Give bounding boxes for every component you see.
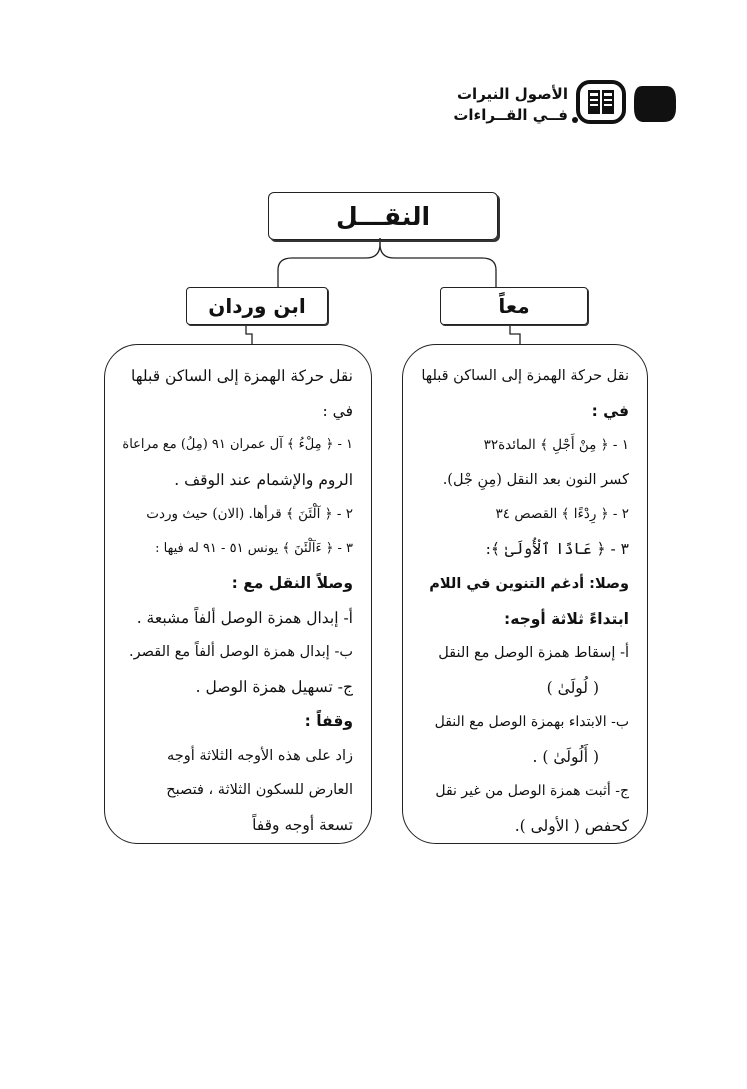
- ibn-wardan-panel: [104, 344, 372, 844]
- right-line-11: ب- الابتداء بهمزة الوصل مع النقل: [434, 714, 629, 730]
- ibn-wardan-box: [186, 287, 328, 325]
- logo-blob-icon: [630, 82, 678, 126]
- left-line-3: ١ - ﴿ مِلْءُ ﴾ آل عمران ٩١ (مِلُ) مع مراعاة: [122, 437, 353, 452]
- left-line-14: تسعة أوجه وقفاً: [252, 815, 353, 834]
- left-line-4: الروم والإشمام عند الوقف .: [174, 470, 353, 489]
- right-in-heading: في :: [591, 401, 629, 420]
- ibn-wardan-label: ابن وردان: [208, 294, 306, 318]
- left-line-1: نقل حركة الهمزة إلى الساكن قبلها: [131, 367, 353, 385]
- left-line-9: ب- إبدال همزة الوصل ألفاً مع القصر.: [129, 644, 353, 660]
- left-continuing-heading: وصلاً النقل مع :: [231, 574, 353, 592]
- right-line-1: نقل حركة الهمزة إلى الساكن قبلها: [421, 368, 629, 384]
- together-box: [440, 287, 588, 325]
- book-series-title: [448, 84, 568, 126]
- series-title-line-2: فــي القــراءات: [453, 106, 568, 124]
- right-line-3: ١ - ﴿ مِنْ أَجْلِ ﴾ المائدة٣٢: [483, 437, 629, 453]
- left-line-10: ج- تسهيل همزة الوصل .: [195, 677, 353, 696]
- together-label: معاً: [498, 294, 530, 318]
- left-line-11: [119, 704, 353, 739]
- right-line-12: ( أَلُولَىٰ ) .: [532, 747, 599, 766]
- left-pause-heading: وقفاً :: [304, 712, 353, 730]
- main-title-box: [268, 192, 498, 240]
- right-line-10: ( لُولَىٰ ): [546, 678, 599, 697]
- main-title: النقـــل: [335, 201, 431, 231]
- series-title-line-1: الأصول النيرات: [456, 85, 568, 103]
- right-line-9: أ- إسقاط همزة الوصل مع النقل: [438, 645, 629, 661]
- right-line-7: [417, 566, 629, 602]
- book-icon: [572, 78, 628, 126]
- left-line-8: أ- إبدال همزة الوصل ألفاً مشبعة .: [136, 608, 353, 627]
- right-line-4: كسر النون بعد النقل (مِنِ جْل).: [442, 471, 629, 488]
- right-line-2: [417, 394, 629, 429]
- left-line-5: ٢ - ﴿ آلْئَنَ ﴾ قرأها. (الان) حيث وردت: [146, 506, 353, 522]
- left-line-13: العارض للسكون الثلاثة ، فتصبح: [166, 782, 353, 798]
- right-line-14: كحفص ( الأولى ).: [514, 816, 629, 835]
- right-line-13: ج- أثبت همزة الوصل من غير نقل: [435, 783, 629, 799]
- right-line-5: ٢ - ﴿ رِدْءًا ﴾ القصص ٣٤: [495, 506, 629, 522]
- left-line-12: زاد على هذه الأوجه الثلاثة أوجه: [166, 747, 353, 764]
- right-line-8: [417, 602, 629, 637]
- right-line-6: ٣ - ﴿ عَادًا ٱلْأُولَىٰ ﴾:: [485, 539, 629, 558]
- left-line-6: ٣ - ﴿ ءَآلْئَنَ ﴾ يونس ٥١ - ٩١ له فيها :: [155, 540, 353, 556]
- left-line-2: في :: [322, 401, 353, 420]
- right-start-heading: ابتداءً ثلاثة أوجه:: [504, 609, 629, 628]
- right-continuing-heading: وصلا: أدغم التنوين في اللام: [429, 576, 629, 592]
- left-line-7: [119, 566, 353, 601]
- together-panel: [402, 344, 648, 844]
